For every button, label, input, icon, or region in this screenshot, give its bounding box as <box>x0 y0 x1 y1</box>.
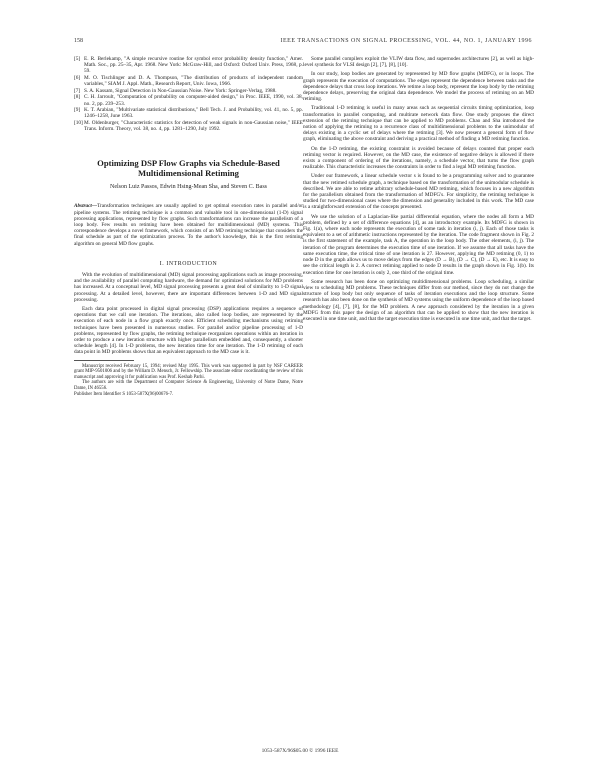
abstract-text: Transformation techniques are usually applied to get optimal execution rates in parallel and/or pipeline systems. The retiming technique is a common and valuable tool in one-dimensional (1-D) signal processing applications, represented by flow graphs. Such transformations can increase the parallelism of a loop body. Few results on retiming have been obtained for multidimensional (MD) systems. This correspondence develops a novel framework, which consists of an MD retiming technique that considers the final schedule as part of the optimization process. To the author's knowledge, this is the first retiming algorithm on general MD flow graphs. <box>74 203 303 247</box>
reference-item: [8] C. H. Jarroult, "Computation of probability on computer-aided design," in Proc. IEEE, 1990, vol. 38, no. 2, pp. 239–253. <box>74 94 303 107</box>
section-heading: I. INTRODUCTION <box>159 260 218 267</box>
paper-authors: Nelson Luiz Passos, Edwin Hsing-Mean Sha, and Steven C. Bass <box>110 184 267 191</box>
reference-item: [9] K. T. Arabian, "Multivariate statistical distributions," Bell Tech. J. and Probability, vol. 41, no. 5, pp. 1246–1258, June 1963. <box>74 107 303 120</box>
footnote-divider <box>74 360 134 361</box>
right-column <box>303 56 534 325</box>
publisher-id: Publisher Item Identifier S 1053-587X(96)00676-7. <box>74 391 174 397</box>
running-header <box>74 38 532 48</box>
body-paragraph: With the evolution of multidimensional (MD) signal processing applications such as image processing, and the availability of parallel computing hardware, the demand for optimized solutions for MD problems has increased. At a conceptual level, MD signal processing presents a great deal of similarity to 1-D signal processing. At a detailed level, however, there are important differences between 1-D and MD signal processing. <box>74 272 303 303</box>
reference-item: [7] S. A. Kassam, Signal Detection in Non-Gaussian Noise. New York: Springer-Verlag, 1988. <box>74 87 277 94</box>
body-paragraph: Some parallel compilers exploit the VLIW data flow, and supernodes architectures [2], as well as high-level synthesis for VLSI design [2], [7], [8], [10]. <box>303 56 534 69</box>
abstract <box>74 203 303 246</box>
body-paragraph: We use the solution of a Laplacian-like partial differential equation, where the nodes all form a MD problem, defined by a set of difference equations [4], as an introductory example. Its MDFG is shown in Fig. 1(a), where each node represents the execution of some task in iteration (i, j). Each of those tasks is equivalent to a set of arithmetic instructions represented by the iteration. The code fragment shown in Fig. 2 is the first statement of the example, task A, the operation in the loop body. The other elements, (i, j). The iteration of the program determines the execution time of one iteration. If we assume that all tasks have the same execution time, the critical time of one iteration is 27. However, applying the MD retiming (0, 1) to node D in the graph allows us to move delays from the edges (D → B), (D → C), (D → E), etc. It is easy to see the critical length is 2. A correct retiming applied to node D results in the graph shown in Fig. 1(b). Its execution time for one iteration is only 2, one third of the original time. <box>303 213 534 276</box>
paper-title: Optimizing DSP Flow Graphs via Schedule-Based Multidimensional Retiming <box>97 158 280 179</box>
page-number: 158 <box>74 38 83 44</box>
reference-list <box>74 56 303 132</box>
copyright-footer: 1053-587X/96$05.00 © 1996 IEEE <box>261 748 339 754</box>
reference-item: [10] M. Oldenburger, "Characteristic statistics for detection of weak signals in non-Gaussian noise," IEEE Trans. Inform. Theory, vol. 38, no. 4, pp. 1281–1290, July 1992. <box>74 119 303 133</box>
abstract-label: Abstract— <box>74 203 98 210</box>
journal-title: IEEE TRANSACTIONS ON SIGNAL PROCESSING, VOL. 44, NO. 1, JANUARY 1996 <box>280 38 532 44</box>
body-paragraph: Some research has been done on optimizing multidimensional problems. Loop scheduling, a similar view to scheduling MD problems. These techniques differ from our method, since they do not change the structure of loop body but only sequence of tasks of iteration executions and the loop structure. Some research has also been done on the synthesis of MD systems using the uniform dependence of the loop based methodology [4], [7], [8], for the MD problem. A new approach considered by the iteration in a given MDFG from this paper the design of an algorithm that can be applied to show that the new iteration is executed in one time unit, and that the target execution time is executed in one time unit, and that the target. <box>303 278 534 322</box>
reference-item: [6] M. O. Tischlinger and D. A. Thompson, "The distribution of products of independent random variables," SIAM J. Appl. Math., Research Report, Univ. Iowa, 1966. <box>74 75 303 88</box>
body-paragraph: Each data point processed in digital signal processing (DSP) applications requires a sequence of operations that we call one iteration. The iterations, also called loop bodies, are represented by the execution of each node in a flow graph exactly once. Efficient scheduling mechanisms using retiming techniques have been presented in numerous studies. For parallel and/or pipeline processing of 1-D problems, represented by flow graphs, the retiming technique reorganizes operations within an iteration in order to produce a new iteration structure with higher parallelism embedded and, consequently, a shorter schedule length [4]. In 1-D problems, the new iteration time for one iteration. The 1-D retiming of each data point in MD problems shows that an equivalent approach to the MD case is it. <box>74 306 303 356</box>
body-paragraph: Traditional 1-D retiming is useful in many areas such as sequential circuits timing optimization, loop transformation in parallel computing, and multirate network data flow. One study proposes the direct extension of the retiming technique that can be applied to MD problems. Chao and Sha introduced the notion of applying the retiming to a recurrence class of multidimensional problems to the unimodular of delays existing in a cyclic set of delays where the retiming [3]. We now present a general form of flow graph, eliminating the above constraint and deriving a practical method of finding a MD retiming function. <box>303 105 534 143</box>
footnote: Manuscript received February 15, 1994; revised May 1995. This work was supported in part by NSF CAREER grant MIP-9501006 and by the William D. Mensch, Jr. Fellowship. The associate editor coordinating the review of this manuscript and approving it for publication was Prof. Keshab Parhi. <box>74 363 303 380</box>
left-column <box>74 56 303 397</box>
body-paragraph: On the 1-D retiming, the existing constraint is avoided because of delays counted that proper each retiming vector is required. However, on the MD case, the existence of negative delays is allowed if there exists a component of ordering of the iterations, namely, a schedule vector, that turns the flow graph realizable. This characteristic increases the constraints in order to find a legal MD retiming function. <box>303 145 534 171</box>
reference-item: [5] E. R. Berlekamp, "A simple recursive routine for symbol error probability density function," Amer. Math. Soc., pp. 25–35, Apr. 1968. New York: McGraw-Hill, and Oxford: Oxford Univ. Press, 1968, p. 59. <box>74 56 303 75</box>
body-paragraph: Under our framework, a linear schedule vector s is found to be a programming solver and to guarantee that the new retimed schedule graph, a technique based on the transformation of the unimodular schedule is described. We are able to retime arbitrary schedule-based MD retiming, which focuses in a new algorithm for the parallelism obtained from the transformation of MDFG's. For simplicity, the retiming technique is studied for two-dimensional cases where the dimension and generality included in this work. The MD case is a straightforward extension of the concepts presented. <box>303 173 534 211</box>
footnote: The authors are with the Department of Computer Science & Engineering, University of Notre Dame, Notre Dame, IN 46556. <box>74 380 303 392</box>
body-paragraph: In our study, loop bodies are generated by represented by MD flow graphs (MDFG), or in loops. The graph represents the execution of computations. The edges represent the dependence between tasks and the dependence delays that cross loop iterations. We retime a loop body, represent the loop body by the retiming dependence delays, preserving the original data dependence. We model the process of retiming on an MD retiming. <box>303 71 534 103</box>
